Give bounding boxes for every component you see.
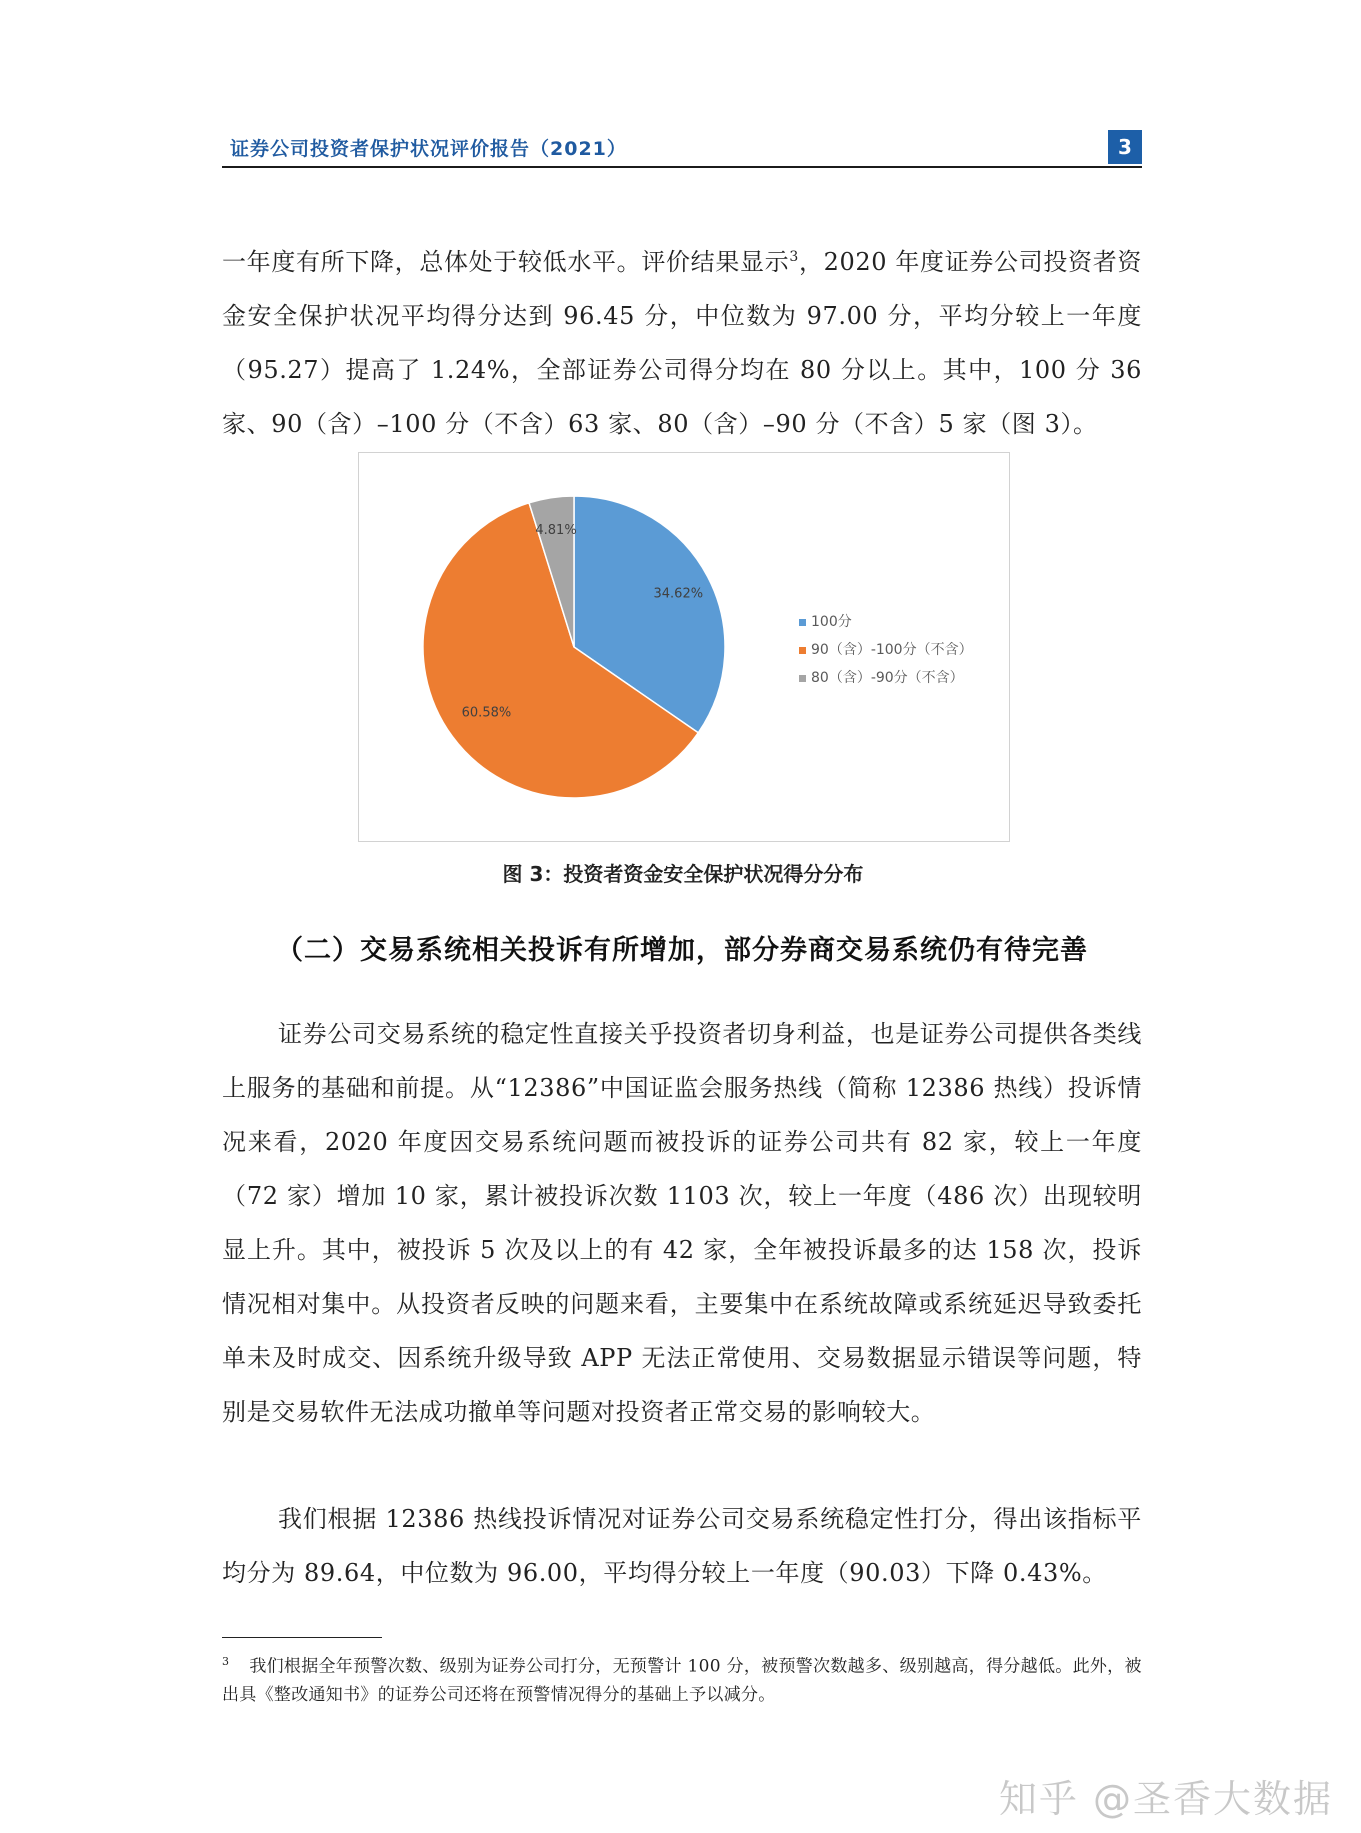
legend-swatch — [799, 675, 806, 682]
paragraph-2: 证券公司交易系统的稳定性直接关乎投资者切身利益，也是证券公司提供各类线上服务的基础和前提。从“12386”中国证监会服务热线（简称 12386 热线）投诉情况来看，2020 年度因交易系统问题而被投诉的证券公司共有 82 家，较上一年度（72 家）增加 10 家，累计被投诉次数 1103 次，较上一年度（486 次）出现较明显上升。其中，被投诉 5 次及以上的有 42 家，全年被投诉最多的达 158 次，投诉情况相对集中。从投资者反映的问题来看，主要集中在系统故障或系统延迟导致委托单未及时成交、因系统升级导致 APP 无法正常使用、交易数据显示错误等问题，特别是交易软件无法成功撤单等问题对投资者正常交易的影响较大。 — [222, 1020, 1142, 1426]
chart-legend — [799, 608, 973, 692]
page-header — [222, 126, 1142, 168]
legend-item-2 — [799, 636, 973, 664]
data-label-2: 60.58% — [461, 705, 512, 721]
pie-chart-figure — [358, 452, 1010, 842]
legend-label: 100分 — [811, 614, 852, 630]
footnote-divider — [222, 1637, 382, 1638]
footnote-text: 我们根据全年预警次数、级别为证券公司打分，无预警计 100 分，被预警次数越多、级别越高，得分越低。此外，被出具《整改通知书》的证券公司还将在预警情况得分的基础上予以减分。 — [222, 1656, 1142, 1705]
report-title: 证券公司投资者保护状况评价报告（2021） — [230, 138, 627, 160]
paragraph-1-text-b: ，2020 年度证券公司投资者资金安全保护状况平均得分达到 96.45 分，中位数为 97.00 分，平均分较上一年度（95.27）提高了 1.24%，全部证券公司得分均在 80 分以上。其中，100 分 36 家、90（含）–100 分（不含）63 家、80（含）–90 分（不含）5 家（图 3）。 — [222, 248, 1142, 438]
section-heading: （二）交易系统相关投诉有所增加，部分券商交易系统仍有待完善 — [276, 935, 1088, 966]
legend-item-1 — [799, 608, 973, 636]
data-label-1: 34.62% — [653, 586, 704, 602]
paragraph-1-text-a: 一年度有所下降，总体处于较低水平。评价结果显示 — [222, 248, 790, 276]
paragraph-3: 我们根据 12386 热线投诉情况对证券公司交易系统稳定性打分，得出该指标平均分为 89.64，中位数为 96.00，平均得分较上一年度（90.03）下降 0.43%。 — [222, 1505, 1142, 1587]
legend-swatch — [799, 647, 806, 654]
figure-caption: 图 3：投资者资金安全保护状况得分分布 — [502, 862, 864, 886]
paragraph-1 — [222, 230, 1142, 451]
legend-item-3 — [799, 664, 973, 692]
footnote-reference[interactable]: 3 — [789, 249, 799, 265]
legend-swatch — [799, 619, 806, 626]
page-number-badge: 3 — [1108, 130, 1142, 164]
footnote — [222, 1648, 1142, 1709]
watermark: 知乎 @圣香大数据 — [998, 1777, 1333, 1821]
legend-label: 90（含）-100分（不含） — [811, 642, 973, 658]
footnote-mark: 3 — [222, 1655, 230, 1668]
data-label-3: 4.81% — [535, 523, 577, 539]
legend-label: 80（含）-90分（不含） — [811, 670, 964, 686]
